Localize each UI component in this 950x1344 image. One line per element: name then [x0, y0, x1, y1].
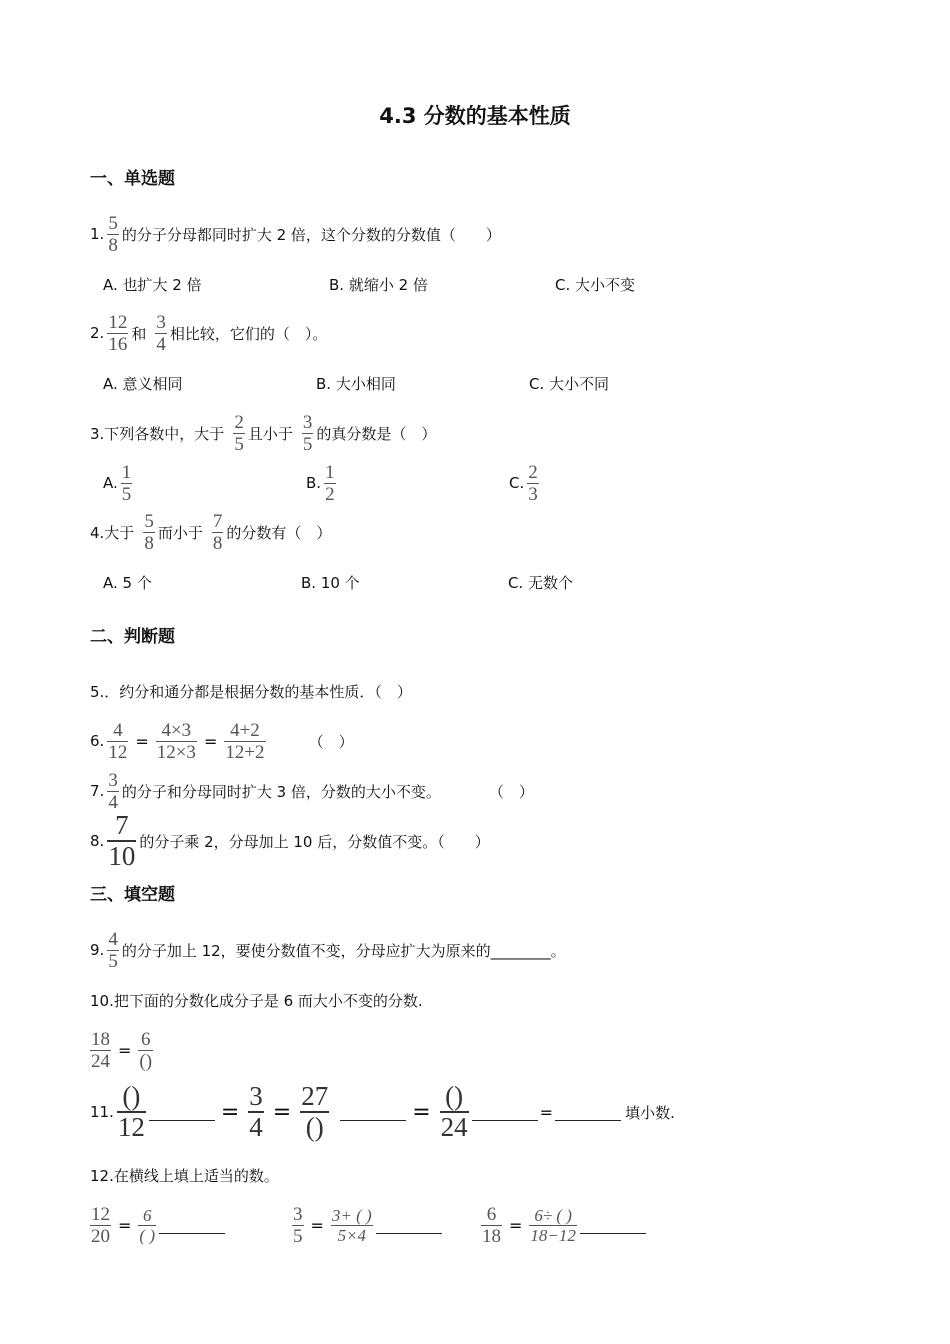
question-4-option-c[interactable]: C. 无数个: [508, 573, 574, 592]
numerator: 4×3: [161, 719, 192, 741]
numerator: 4: [113, 719, 123, 741]
numerator-blank[interactable]: (): [445, 1081, 464, 1111]
question-12-item-1-left-fraction: [90, 1205, 111, 1246]
question-1-option-a[interactable]: A. 也扩大 2 倍: [103, 275, 202, 294]
option-fraction: [121, 463, 133, 504]
question-3-option-a[interactable]: [103, 463, 135, 503]
numerator: 1: [121, 461, 132, 483]
equals-sign: =: [118, 1215, 132, 1235]
numerator: 2: [234, 411, 244, 433]
numerator: 27: [301, 1081, 329, 1111]
question-10-fraction-1: [90, 1030, 111, 1071]
question-12-item-1: [90, 1200, 225, 1250]
numerator: 6: [142, 1205, 152, 1225]
question-3-fraction-2: [302, 413, 314, 454]
question-6-fraction-2: [156, 721, 197, 762]
numerator: 3: [108, 769, 118, 791]
page-title: 4.3 分数的基本性质: [379, 104, 571, 128]
answer-blank[interactable]: [376, 1217, 442, 1234]
denominator: 18: [482, 1225, 501, 1247]
question-1-text: 的分子分母都同时扩大 2 倍，这个分数的分数值（ ）: [121, 225, 501, 244]
question-2-text: 相比较，它们的（ ）。: [169, 324, 328, 343]
question-12-item-2: [292, 1200, 442, 1250]
answer-blank[interactable]: [149, 1104, 215, 1121]
denominator: 24: [91, 1050, 110, 1072]
denominator: 8: [212, 532, 223, 554]
question-9-prefix: 9.: [90, 941, 105, 959]
option-label: B.: [306, 474, 322, 492]
question-12-item-3-right-fraction[interactable]: [529, 1207, 576, 1244]
numerator: 3: [156, 311, 166, 333]
section-heading-true-false: 二、判断题: [90, 627, 175, 647]
denominator: 5×4: [337, 1225, 367, 1245]
question-11-fraction-1[interactable]: [117, 1083, 146, 1141]
question-3-text: 的真分数是（ ）: [316, 424, 437, 443]
question-3-mid: 且小于: [247, 424, 293, 443]
question-11-fraction-4[interactable]: [440, 1083, 469, 1141]
question-6-fraction-3: [224, 721, 265, 762]
question-7-text: 的分子和分母同时扩大 3 倍，分数的大小不变。: [121, 782, 441, 801]
question-2-fraction-1: [107, 313, 128, 354]
question-8-fraction: [107, 812, 136, 870]
equals-sign: =: [135, 731, 149, 751]
numerator: 12: [91, 1203, 110, 1225]
section-heading-single-choice: 一、单选题: [90, 169, 175, 189]
denominator: 2: [325, 483, 335, 505]
denominator: 4: [156, 333, 166, 355]
denominator: 5: [302, 433, 313, 455]
question-12-item-1-right-fraction[interactable]: [138, 1207, 156, 1244]
question-5: 5.．约分和通分都是根据分数的基本性质．（ ）: [90, 682, 412, 701]
numerator: 3: [293, 1203, 303, 1225]
denominator: 12: [108, 741, 128, 763]
question-9: [90, 930, 566, 970]
denominator: 12×3: [156, 741, 196, 763]
question-7-answer-paren[interactable]: （ ）: [488, 782, 534, 801]
question-10-expression: [90, 1027, 156, 1073]
numerator-blank[interactable]: 3+ ( ): [331, 1205, 372, 1225]
numerator: 7: [115, 810, 129, 840]
numerator: 6: [140, 1028, 151, 1050]
denominator: 5: [121, 483, 132, 505]
numerator: 3: [249, 1081, 263, 1111]
option-label: A.: [103, 474, 118, 492]
denominator: 24: [440, 1112, 468, 1142]
question-6-prefix: 6.: [90, 732, 105, 750]
numerator: 4+2: [230, 719, 260, 741]
denominator: 18−12: [530, 1225, 576, 1245]
denominator: 4: [108, 791, 118, 813]
question-7-prefix: 7.: [90, 782, 105, 800]
question-3-option-c[interactable]: [509, 463, 542, 503]
question-4-fraction-2: [212, 512, 224, 553]
question-1: [90, 214, 501, 254]
question-10-fraction-2[interactable]: [138, 1030, 153, 1071]
denominator: 5: [108, 950, 118, 972]
denominator-blank[interactable]: (): [139, 1050, 153, 1072]
equals-sign: =: [539, 1102, 554, 1122]
question-6: [90, 721, 354, 761]
question-11-prefix: 11.: [90, 1103, 114, 1121]
numerator: 2: [528, 461, 538, 483]
question-2-option-c[interactable]: C. 大小不同: [529, 374, 610, 393]
question-7: [90, 771, 534, 811]
question-4-text: 的分数有（ ）: [226, 523, 332, 542]
question-1-fraction: [107, 214, 119, 255]
question-3-option-b[interactable]: [306, 463, 339, 503]
question-2-mid: 和: [131, 324, 147, 343]
equals-sign: =: [220, 1099, 240, 1125]
question-2-fraction-2: [155, 313, 167, 354]
denominator: 8: [144, 532, 154, 554]
question-12-item-3-left-fraction: [481, 1205, 502, 1246]
question-10: 10.把下面的分数化成分子是 6 而大小不变的分数.: [90, 991, 423, 1010]
question-6-answer-paren[interactable]: （ ）: [308, 732, 354, 751]
equals-sign: =: [310, 1215, 324, 1235]
numerator-blank[interactable]: 6÷ ( ): [534, 1205, 572, 1225]
numerator: 5: [108, 212, 118, 234]
denominator-blank[interactable]: (): [305, 1112, 324, 1142]
question-11: [90, 1080, 675, 1144]
question-11-suffix: 填小数.: [625, 1103, 675, 1122]
question-4-option-b[interactable]: B. 10 个: [301, 573, 360, 592]
denominator: 16: [108, 333, 128, 355]
numerator: 4: [108, 928, 118, 950]
equals-sign: =: [272, 1099, 292, 1125]
numerator: 1: [325, 461, 335, 483]
answer-blank[interactable]: [159, 1217, 225, 1234]
denominator: 10: [108, 841, 136, 871]
numerator: 6: [486, 1203, 497, 1225]
question-2-option-a[interactable]: A. 意义相同: [103, 374, 183, 393]
option-label: C.: [509, 474, 525, 492]
denominator: 20: [91, 1225, 110, 1247]
question-2: [90, 313, 327, 353]
equals-sign: =: [412, 1099, 431, 1125]
question-7-fraction: [107, 771, 119, 812]
question-2-prefix: 2.: [90, 324, 105, 342]
denominator: 5: [293, 1225, 303, 1247]
numerator: 3: [302, 411, 313, 433]
denominator: 12: [117, 1112, 145, 1142]
option-fraction: [527, 463, 539, 504]
question-4-mid: 而小于: [157, 523, 203, 542]
equals-sign: =: [509, 1215, 523, 1235]
question-3-prefix: 3.下列各数中，大于: [90, 424, 225, 443]
answer-blank[interactable]: [580, 1217, 646, 1234]
denominator: 12+2: [225, 741, 265, 763]
question-4-fraction-1: [143, 512, 155, 553]
denominator-blank[interactable]: ( ): [139, 1225, 155, 1245]
question-3: [90, 413, 436, 453]
numerator-blank[interactable]: (): [122, 1081, 141, 1111]
denominator: 8: [108, 234, 118, 256]
question-12-item-2-left-fraction: [292, 1205, 304, 1246]
question-3-fraction-1: [233, 413, 245, 454]
question-4-prefix: 4.大于: [90, 523, 135, 542]
answer-blank[interactable]: [340, 1104, 406, 1121]
numerator: 5: [144, 510, 154, 532]
question-8: [90, 810, 490, 871]
question-1-option-b[interactable]: B. 就缩小 2 倍: [329, 275, 428, 294]
denominator: 4: [249, 1112, 263, 1142]
question-12: 12.在横线上填上适当的数。: [90, 1166, 279, 1185]
question-1-option-c[interactable]: C. 大小不变: [555, 275, 636, 294]
question-12-item-3: [481, 1200, 646, 1250]
question-8-text: 的分子乘 2，分母加上 10 后，分数值不变。（ ）: [139, 832, 490, 851]
question-4-option-a[interactable]: A. 5 个: [103, 573, 152, 592]
question-2-option-b[interactable]: B. 大小相同: [316, 374, 396, 393]
question-1-prefix: 1.: [90, 225, 105, 243]
denominator: 5: [234, 433, 244, 455]
question-11-fraction-3[interactable]: [300, 1083, 329, 1141]
section-heading-fill-in: 三、填空题: [90, 885, 175, 905]
question-9-text: 的分子加上 12，要使分数值不变，分母应扩大为原来的________。: [121, 941, 566, 960]
equals-sign: =: [203, 731, 218, 751]
numerator: 18: [91, 1028, 110, 1050]
equals-sign: =: [118, 1040, 132, 1060]
question-8-prefix: 8.: [90, 832, 105, 850]
numerator: 7: [212, 510, 223, 532]
denominator: 3: [528, 483, 538, 505]
option-fraction: [324, 463, 336, 504]
question-9-fraction: [107, 930, 119, 971]
question-11-fraction-2: [248, 1083, 264, 1141]
question-12-item-2-right-fraction[interactable]: [331, 1207, 373, 1244]
numerator: 12: [108, 311, 128, 333]
question-6-fraction-1: [107, 721, 128, 762]
question-4: [90, 512, 331, 552]
answer-blank[interactable]: [472, 1104, 538, 1121]
decimal-answer-blank[interactable]: [555, 1104, 621, 1121]
